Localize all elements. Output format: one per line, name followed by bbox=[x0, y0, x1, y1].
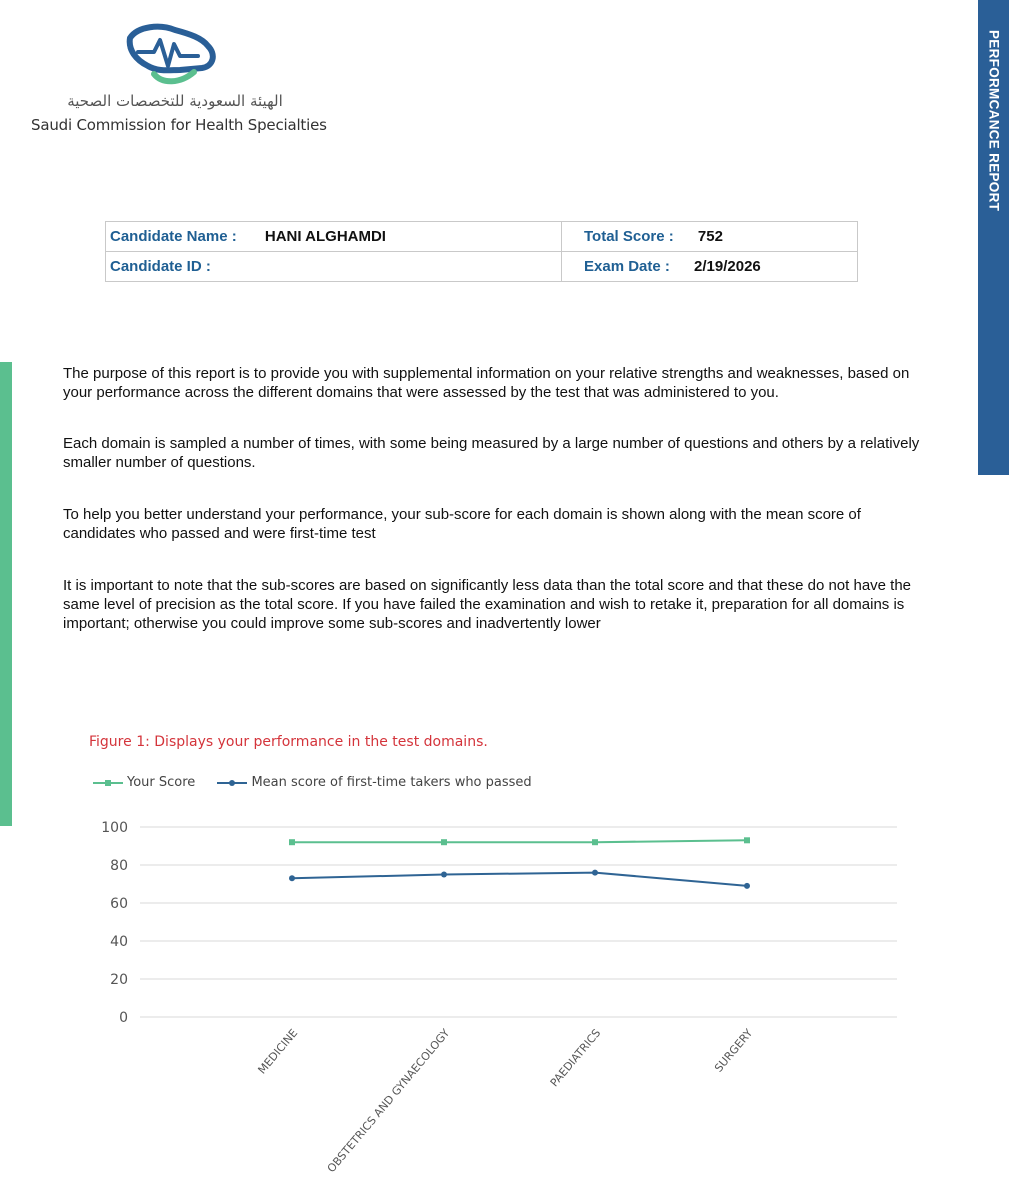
paragraph-sampling: Each domain is sampled a number of times, with some being measured by a large number of questions and others by a relatively smaller number of questions. bbox=[63, 435, 920, 471]
data-point bbox=[289, 875, 295, 881]
series-line bbox=[292, 840, 747, 842]
x-tick-label: PAEDIATRICS bbox=[547, 1026, 604, 1090]
legend-label-mean-score: Mean score of first-time takers who passed bbox=[251, 775, 532, 790]
data-point bbox=[289, 839, 295, 845]
candidate-info-table bbox=[105, 221, 858, 282]
table-row bbox=[106, 222, 858, 252]
legend-green-line-icon bbox=[93, 778, 123, 788]
paragraph-purpose: The purpose of this report is to provide you with supplemental information on your relative strengths and weaknesses, based on your performance across the different domains that were assessed by the test that was administered to you. bbox=[63, 365, 910, 401]
y-tick-label: 80 bbox=[110, 858, 128, 874]
data-point bbox=[744, 883, 750, 889]
series-line bbox=[292, 873, 747, 886]
org-name-arabic: الهيئة السعودية للتخصصات الصحية bbox=[67, 92, 283, 110]
legend-label-your-score: Your Score bbox=[127, 775, 196, 790]
total-score-value: 752 bbox=[697, 228, 723, 245]
table-row bbox=[106, 252, 858, 282]
candidate-name-label: Candidate Name : bbox=[110, 228, 237, 245]
date-cell bbox=[562, 252, 858, 282]
y-tick-label: 0 bbox=[119, 1010, 128, 1026]
id-cell bbox=[106, 252, 562, 282]
y-tick-label: 100 bbox=[101, 820, 128, 836]
total-score-label: Total Score : bbox=[584, 228, 674, 245]
candidate-name-value: HANI ALGHAMDI bbox=[264, 228, 386, 245]
exam-date-value: 2/19/2026 bbox=[694, 258, 761, 275]
legend-item-your-score bbox=[93, 775, 195, 790]
y-tick-label: 20 bbox=[110, 972, 128, 988]
candidate-id-label: Candidate ID : bbox=[110, 258, 211, 275]
total-cell bbox=[562, 222, 858, 252]
legend-item-mean-score bbox=[217, 775, 531, 790]
chart-legend bbox=[93, 775, 550, 792]
side-label: PERFORMCANCE REPORT bbox=[986, 30, 1001, 212]
legend-blue-line-icon bbox=[217, 778, 247, 788]
paragraph-subscore: To help you better understand your performance, your sub-score for each domain is shown along with the mean score of candidates who passed and were first-time test bbox=[63, 506, 861, 542]
x-tick-label: MEDICINE bbox=[255, 1026, 301, 1077]
figure-caption: Figure 1: Displays your performance in the test domains. bbox=[89, 734, 488, 750]
data-point bbox=[441, 872, 447, 878]
left-accent-bar bbox=[0, 362, 12, 826]
y-tick-label: 40 bbox=[110, 934, 128, 950]
y-tick-label: 60 bbox=[110, 896, 128, 912]
x-tick-label: OBSTETRICS AND GYNAECOLOGY bbox=[324, 1026, 453, 1176]
side-label-wrap bbox=[978, 0, 1009, 475]
data-point bbox=[441, 839, 447, 845]
schs-logo-icon bbox=[30, 10, 330, 95]
org-name-english: Saudi Commission for Health Specialties bbox=[31, 116, 327, 134]
performance-line-chart bbox=[0, 800, 960, 1200]
data-point bbox=[744, 837, 750, 843]
name-cell bbox=[106, 222, 562, 252]
data-point bbox=[592, 870, 598, 876]
data-point bbox=[592, 839, 598, 845]
exam-date-label: Exam Date : bbox=[584, 258, 670, 275]
x-tick-label: SURGERY bbox=[712, 1026, 756, 1075]
paragraph-note: It is important to note that the sub-scores are based on significantly less data than the total score and that these do not have the same level of precision as the total score. If you have failed the examination and wish to retake it, preparation for all domains is important; otherwise you could improve some sub-scores and inadvertently lower bbox=[63, 577, 912, 632]
